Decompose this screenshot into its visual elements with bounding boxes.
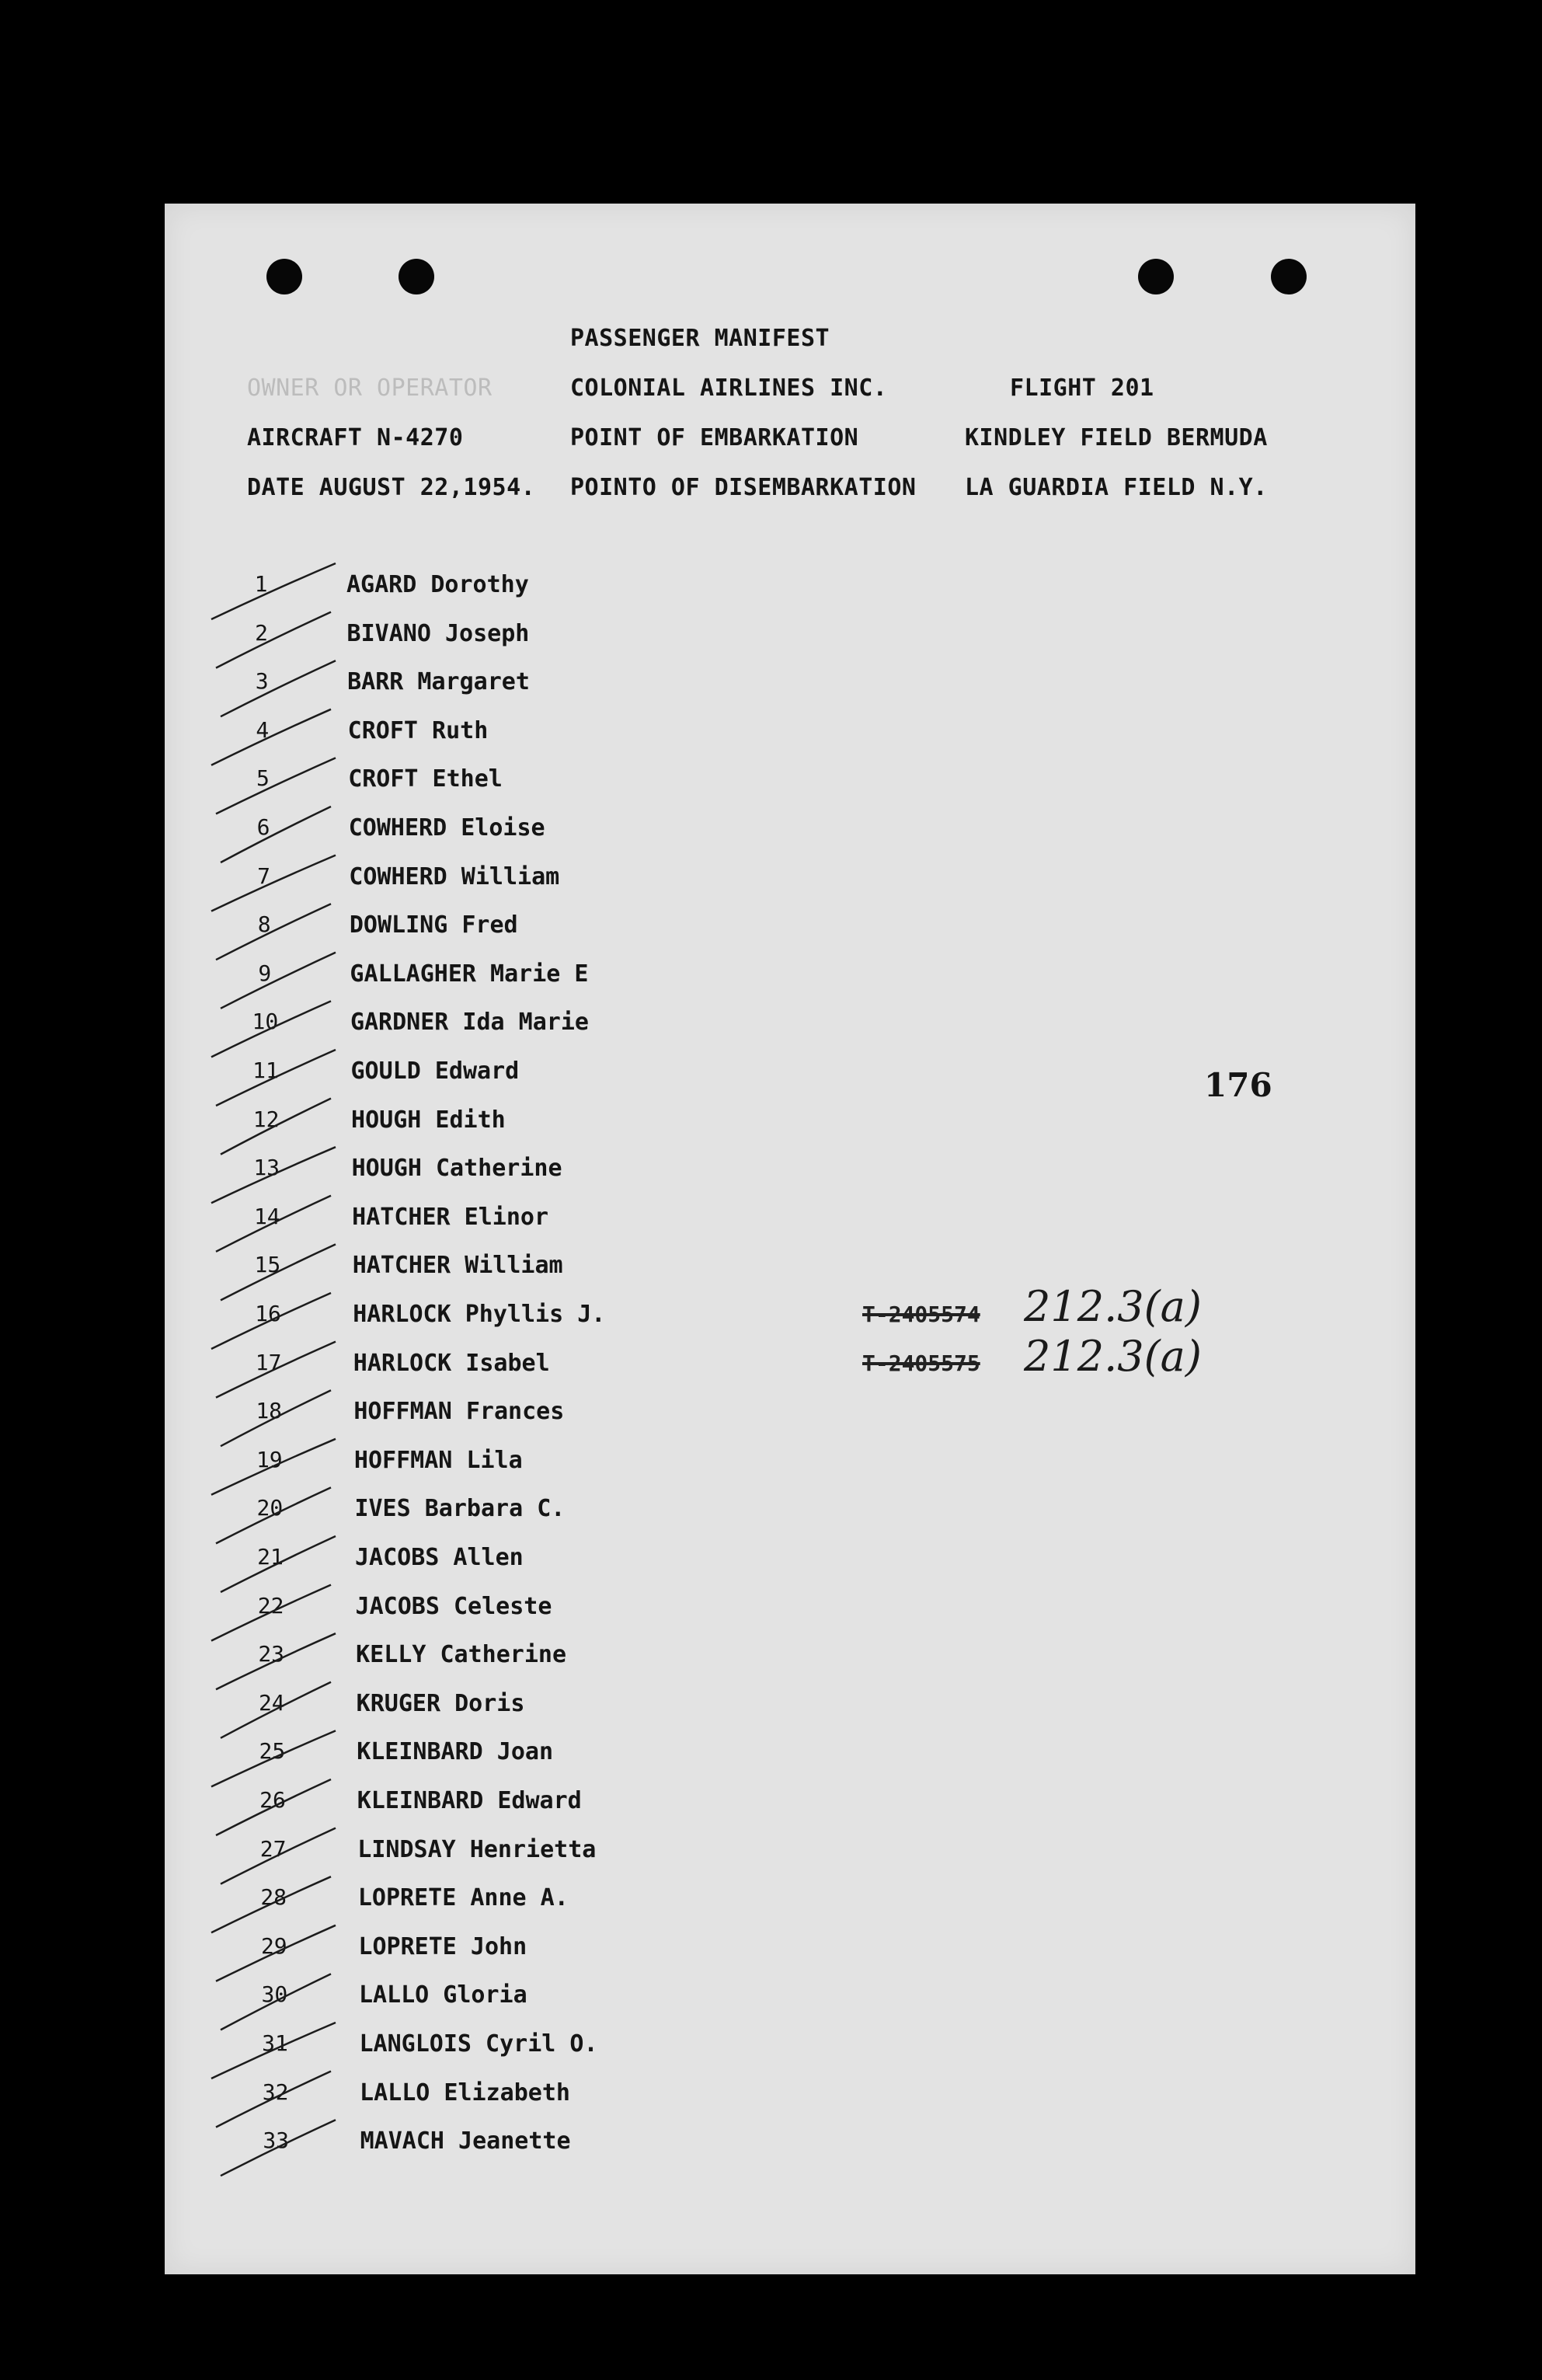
struck-id: T-2405574 bbox=[862, 1302, 980, 1327]
passenger-name: HOFFMAN Lila bbox=[353, 1446, 523, 1474]
passenger-name: LOPRETE John bbox=[358, 1932, 527, 1960]
passenger-number: 21 bbox=[257, 1544, 284, 1570]
punch-hole bbox=[1271, 259, 1307, 294]
passenger-number: 24 bbox=[258, 1689, 285, 1716]
passenger-number: 15 bbox=[254, 1252, 281, 1278]
passenger-number: 13 bbox=[253, 1155, 280, 1181]
passenger-number: 19 bbox=[256, 1446, 283, 1472]
passenger-number: 18 bbox=[256, 1398, 283, 1424]
passenger-number: 17 bbox=[255, 1349, 282, 1375]
flight-date: DATE AUGUST 22,1954. bbox=[247, 474, 536, 501]
passenger-name: COWHERD Eloise bbox=[348, 814, 545, 842]
passenger-number: 11 bbox=[252, 1058, 279, 1083]
passenger-number: 10 bbox=[252, 1009, 279, 1035]
embarkation-label: POINT OF EMBARKATION bbox=[570, 424, 859, 451]
passenger-number: 14 bbox=[253, 1203, 280, 1229]
owner-operator-label: OWNER OR OPERATOR bbox=[247, 375, 493, 402]
passenger-name: HATCHER William bbox=[352, 1252, 563, 1280]
passenger-number: 7 bbox=[257, 862, 271, 889]
airline-name: COLONIAL AIRLINES INC. bbox=[570, 375, 888, 402]
passenger-number: 8 bbox=[257, 911, 271, 938]
passenger-number: 29 bbox=[260, 1932, 287, 1959]
passenger-name: GARDNER Ida Marie bbox=[350, 1009, 589, 1037]
page-number: 176 bbox=[1204, 1066, 1272, 1104]
passenger-number: 6 bbox=[256, 814, 270, 840]
handwritten-note: 212.3(a) bbox=[1024, 1282, 1202, 1331]
passenger-number: 33 bbox=[263, 2127, 290, 2154]
passenger-name: CROFT Ethel bbox=[348, 765, 503, 793]
passenger-name: LALLO Elizabeth bbox=[360, 2079, 570, 2106]
passenger-name: JACOBS Celeste bbox=[355, 1592, 552, 1620]
passenger-name: BIVANO Joseph bbox=[346, 619, 530, 647]
passenger-name: HATCHER Elinor bbox=[352, 1203, 549, 1231]
passenger-name: KRUGER Doris bbox=[356, 1689, 525, 1717]
punch-hole bbox=[1138, 259, 1174, 294]
punch-hole bbox=[399, 259, 434, 294]
passenger-name: BARR Margaret bbox=[347, 668, 530, 696]
passenger-number: 1 bbox=[254, 571, 268, 597]
passenger-name: HARLOCK Phyllis J. bbox=[353, 1301, 606, 1328]
passenger-name: AGARD Dorothy bbox=[346, 571, 529, 598]
passenger-number: 16 bbox=[255, 1301, 281, 1326]
disembarkation-label: POINTO OF DISEMBARKATION bbox=[570, 474, 917, 501]
passenger-name: HOUGH Catherine bbox=[351, 1155, 562, 1183]
handwritten-note: 212.3(a) bbox=[1024, 1332, 1202, 1381]
passenger-number: 32 bbox=[262, 2079, 289, 2105]
passenger-number: 3 bbox=[255, 668, 269, 695]
passenger-name: HARLOCK Isabel bbox=[353, 1349, 550, 1377]
struck-id: T-2405575 bbox=[862, 1350, 980, 1376]
passenger-number: 28 bbox=[260, 1884, 287, 1911]
passenger-number: 26 bbox=[259, 1787, 286, 1813]
embarkation-place: KINDLEY FIELD BERMUDA bbox=[965, 424, 1268, 451]
passenger-name: LALLO Gloria bbox=[358, 1981, 527, 2009]
passenger-name: KELLY Catherine bbox=[356, 1641, 567, 1669]
passenger-number: 31 bbox=[262, 2030, 288, 2056]
passenger-name: GALLAGHER Marie E bbox=[350, 960, 589, 988]
passenger-name: KLEINBARD Edward bbox=[357, 1787, 582, 1814]
passenger-number: 9 bbox=[258, 960, 272, 986]
passenger-number: 2 bbox=[255, 619, 269, 646]
passenger-name: MAVACH Jeanette bbox=[360, 2127, 571, 2155]
passenger-number: 12 bbox=[252, 1106, 280, 1132]
passenger-name: LOPRETE Anne A. bbox=[357, 1884, 569, 1912]
passenger-number: 25 bbox=[259, 1738, 286, 1765]
passenger-number: 27 bbox=[259, 1835, 287, 1862]
passenger-name: JACOBS Allen bbox=[355, 1544, 524, 1571]
passenger-number: 4 bbox=[256, 716, 270, 743]
passenger-name: DOWLING Fred bbox=[349, 911, 518, 939]
passenger-number: 20 bbox=[256, 1495, 284, 1521]
aircraft-id: AIRCRAFT N-4270 bbox=[247, 424, 464, 451]
passenger-number: 22 bbox=[257, 1592, 284, 1619]
passenger-name: HOUGH Edith bbox=[351, 1106, 506, 1134]
passenger-name: LANGLOIS Cyril O. bbox=[359, 2030, 598, 2058]
passenger-name: HOFFMAN Frances bbox=[353, 1398, 565, 1426]
passenger-number: 5 bbox=[256, 765, 270, 792]
passenger-number: 30 bbox=[261, 1981, 288, 2008]
flight-number: FLIGHT 201 bbox=[1010, 375, 1154, 402]
punch-hole bbox=[266, 259, 302, 294]
passenger-name: IVES Barbara C. bbox=[354, 1495, 566, 1523]
passenger-name: GOULD Edward bbox=[350, 1058, 520, 1085]
passenger-name: LINDSAY Henrietta bbox=[357, 1835, 597, 1863]
passenger-number: 23 bbox=[258, 1641, 285, 1667]
disembarkation-place: LA GUARDIA FIELD N.Y. bbox=[965, 474, 1268, 501]
passenger-name: COWHERD William bbox=[349, 862, 560, 890]
passenger-name: CROFT Ruth bbox=[347, 716, 489, 744]
manifest-title: PASSENGER MANIFEST bbox=[570, 325, 830, 352]
passenger-name: KLEINBARD Joan bbox=[357, 1738, 554, 1766]
manifest-page bbox=[165, 204, 1415, 2274]
